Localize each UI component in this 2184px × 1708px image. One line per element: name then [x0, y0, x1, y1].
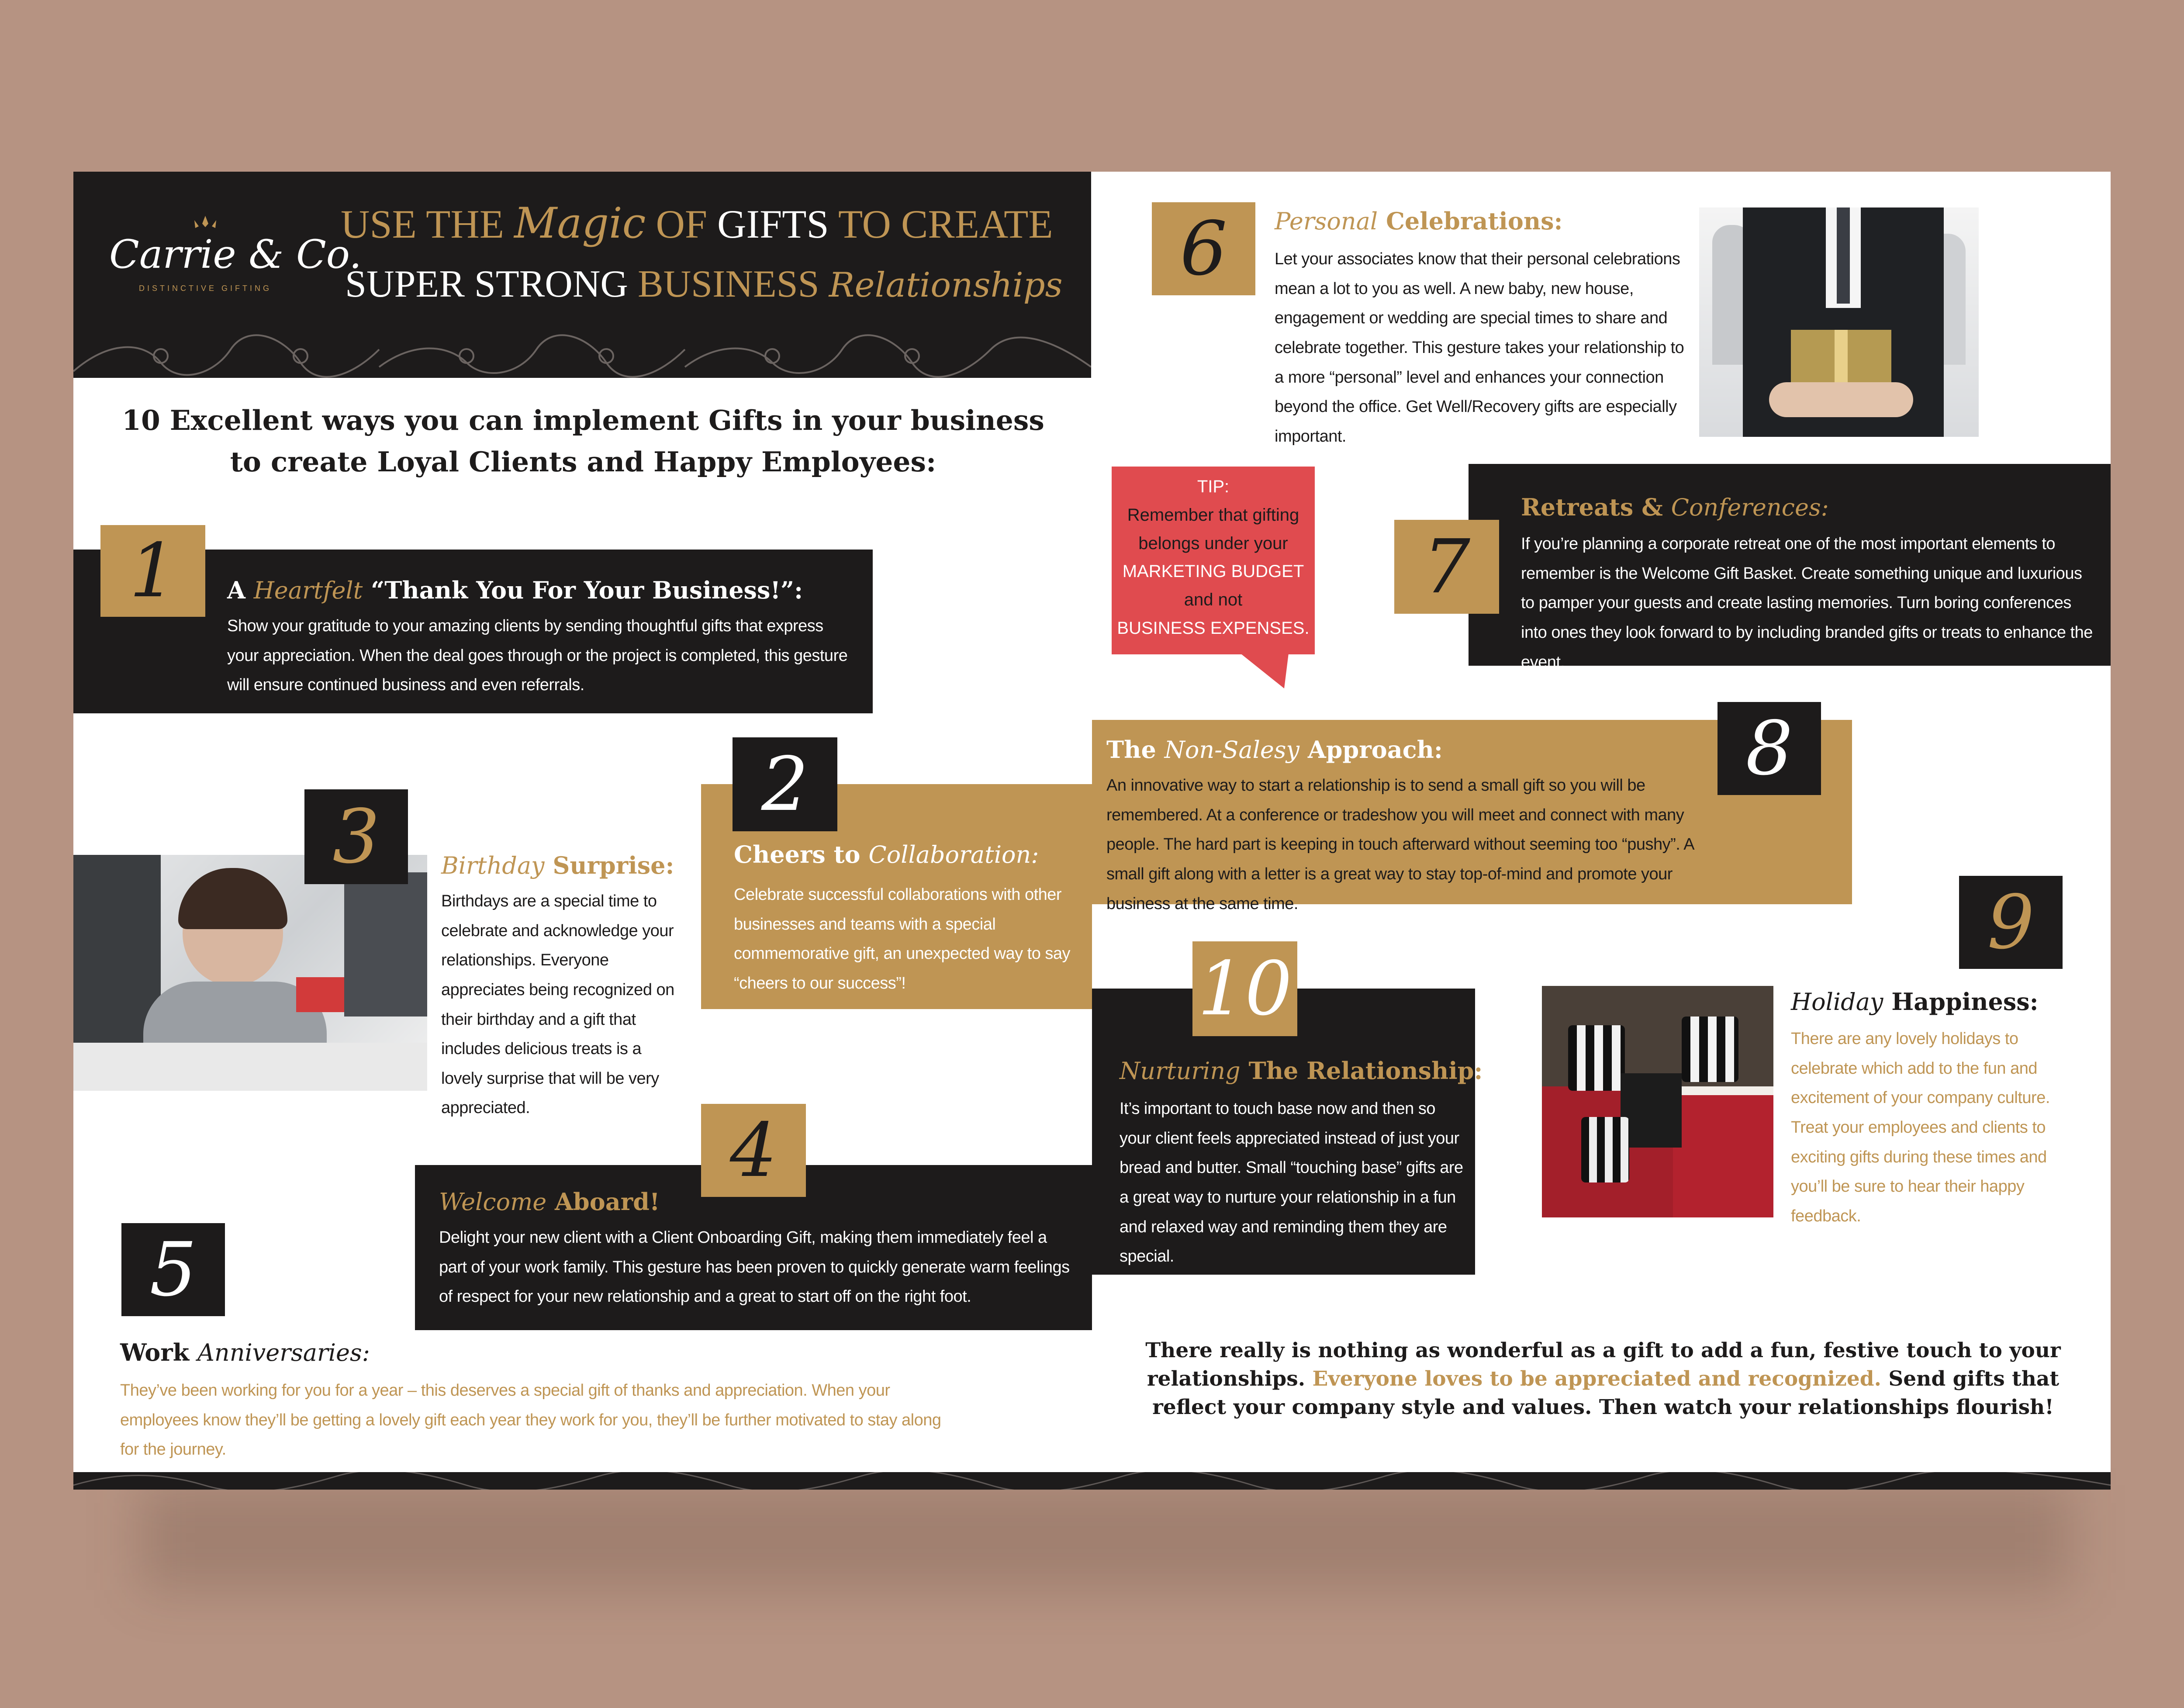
item-4-title: Welcome Aboard!: [439, 1188, 660, 1216]
item-6-photo: [1699, 207, 1979, 437]
item-6-body: Let your associates know that their personal celebrations mean a lot to you as well. A new baby, new house, engagement or wedding are special times to share and celebrate together. This gesture takes your relationship to a more “personal” level and enhances your connection beyond the office. Get Well/Recovery gifts are especially important.: [1275, 250, 1684, 446]
item-8-number: 8: [1717, 702, 1821, 795]
footer-swirl-decoration: [73, 1472, 2111, 1490]
logo-crown-icon: [186, 214, 225, 232]
logo-tagline: DISTINCTIVE GIFTING: [138, 284, 272, 293]
item-9-photo: [1542, 986, 1773, 1217]
item-10-body: It’s important to touch base now and then so your client feels appreciated instead of just your bread and butter. Small “touching base” gifts are a great way to nurture your relationship in a fun and relaxed way and reminding them they are special.: [1120, 1099, 1463, 1266]
tip-text: TIP: Remember that gifting belongs under your MARKETING BUDGET and not BUSINESS EXPENSES.: [1117, 477, 1310, 638]
item-4-body: Delight your new client with a Client Onboarding Gift, making them immediately feel a part of your work family. This gesture has been proven to quickly generate warm feelings of respect for your new relationship and a great to start off on the right foot.: [439, 1228, 1070, 1306]
item-6-title: Personal Celebrations:: [1275, 207, 1563, 235]
item-2-title: Cheers to Collaboration:: [734, 840, 1039, 868]
logo-name: Carrie & Co.: [109, 232, 362, 277]
item-5-body: They’ve been working for you for a year – this deserves a special gift of thanks and appreciation. When your employees know they’ll be getting a lovely gift each year they work for you, they’ll be further motivated to stay along for the journey.: [120, 1381, 941, 1459]
item-4-number: 4: [701, 1104, 806, 1197]
item-9-title: Holiday Happiness:: [1791, 988, 2039, 1016]
headline-line-2: SUPER STRONG BUSINESS Relationships: [345, 263, 1063, 305]
page-shadow: [140, 1485, 2070, 1590]
item-9-number: 9: [1959, 876, 2063, 969]
item-7-body: If you’re planning a corporate retreat one of the most important elements to remember is the Welcome Gift Basket. Create something unique and luxurious to pamper your guests and create lasting memories. Turn boring conferences into ones they look forward to by including branded gifts or treats to enhance the event.: [1521, 535, 2093, 671]
closing-statement: There really is nothing as wonderful as a gift to add a fun, festive touch to your relationships. Everyone loves to be appreciated and recognized. Send gifts that reflect your company style and values. Then watch your relationships flourish!: [1145, 1338, 2061, 1419]
item-3-body: Birthdays are a special time to celebrate and acknowledge your relationships. Everyone appreciates being recognized on their birthday and a gift that includes delicious treats is a lovely surprise that will be very appreciated.: [441, 892, 674, 1117]
item-2-number: 2: [733, 737, 837, 831]
item-7-number: 7: [1394, 520, 1499, 614]
item-7-title: Retreats & Conferences:: [1521, 493, 1829, 521]
item-1-number: 1: [100, 525, 205, 617]
tip-pointer: [1241, 653, 1289, 688]
item-1-body: Show your gratitude to your amazing clients by sending thoughtful gifts that express your appreciation. When the deal goes through or the project is completed, this gesture will ensure continued business and even referrals.: [227, 617, 848, 695]
item-3-number: 3: [304, 789, 408, 884]
item-8-title: The Non-Salesy Approach:: [1106, 736, 1443, 764]
headline-line-1: USE THE Magic OF GIFTS TO CREATE: [341, 199, 1053, 248]
item-9-body: There are any lovely holidays to celebrate which add to the fun and excitement of your company culture. Treat your employees and clients to exciting gifts during these times and you’ll be sure to hear their happy feedback.: [1791, 1030, 2050, 1225]
item-5-number: 5: [121, 1223, 225, 1316]
item-3-photo: [73, 855, 427, 1091]
item-10-title: Nurturing The Relationship:: [1120, 1057, 1483, 1085]
item-6-number: 6: [1152, 202, 1255, 295]
item-1-title: A Heartfelt “Thank You For Your Business!”:: [227, 576, 803, 604]
item-3-title: Birthday Surprise:: [441, 851, 674, 879]
header-swirl-decoration: [73, 332, 1091, 378]
item-8-body: An innovative way to start a relationship is to send a small gift so you will be remembered. At a conference or tradeshow you will meet and connect with many people. The hard part is keeping in touch afterward without seeming too “pushy”. A small gift along with a letter is a great way to stay top-of-mind and promote your business at the same time.: [1106, 776, 1694, 913]
logo: [109, 214, 362, 301]
item-10-number: 10: [1192, 941, 1297, 1036]
intro-heading: 10 Excellent ways you can implement Gifts in your business to create Loyal Clients and Happy Employees:: [122, 404, 1044, 478]
item-2-body: Celebrate successful collaborations with other businesses and teams with a special commemorative gift, an unexpected way to say “cheers to our success”!: [734, 885, 1071, 992]
item-5-title: Work Anniversaries:: [120, 1338, 370, 1366]
